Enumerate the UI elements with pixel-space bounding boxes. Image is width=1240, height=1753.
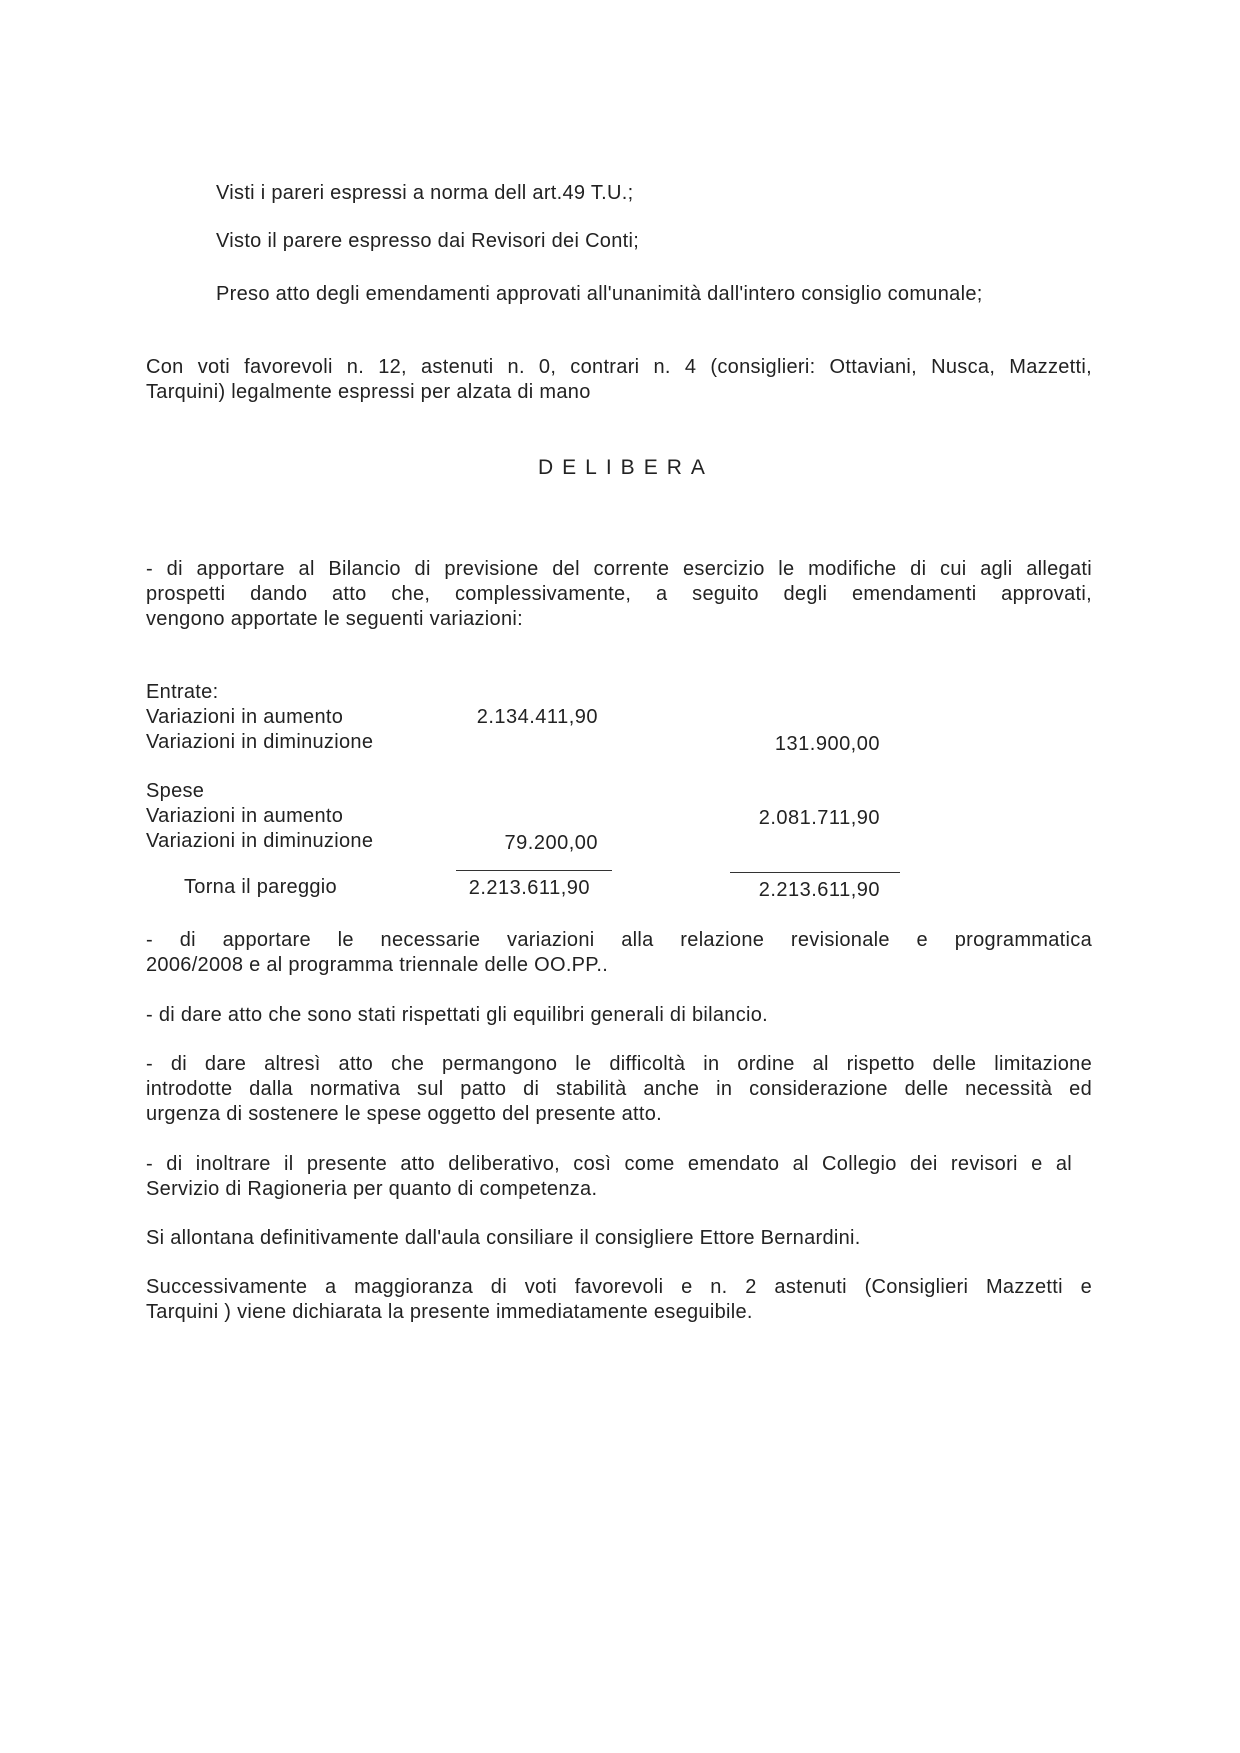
total-rule-col1 <box>456 870 612 871</box>
spese-diminuzione-value: 79.200,00 <box>504 832 598 854</box>
point5-line-1: - di inoltrare il presente atto deliberativo, così come emendato al Collegio dei revisori e al <box>146 1153 1072 1175</box>
pareggio-col1-value: 2.213.611,90 <box>468 877 590 899</box>
point4-line-3: urgenza di sostenere le spese oggetto del presente atto. <box>146 1103 663 1125</box>
spese-label: Spese <box>146 780 205 802</box>
entrate-aumento-label: Variazioni in aumento <box>146 706 344 728</box>
total-rule-col2 <box>730 872 900 873</box>
point4-line-2: introdotte dalla normativa sul patto di stabilità anche in considerazione delle necessità ed <box>146 1078 1092 1100</box>
voti-line-1: Con voti favorevoli n. 12, astenuti n. 0, contrari n. 4 (consiglieri: Ottaviani, Nusca, Mazzetti, <box>146 356 1092 378</box>
pareggio-col2-value: 2.213.611,90 <box>758 879 880 901</box>
point2-line-2: 2006/2008 e al programma triennale delle OO.PP.. <box>146 954 609 976</box>
spese-diminuzione-label: Variazioni in diminuzione <box>146 830 374 852</box>
visti-pareri-line: Visti i pareri espressi a norma dell art.49 T.U.; <box>216 182 634 204</box>
entrate-diminuzione-label: Variazioni in diminuzione <box>146 731 374 753</box>
successivamente-line-1: Successivamente a maggioranza di voti favorevoli e n. 2 astenuti (Consiglieri Mazzetti e <box>146 1276 1092 1298</box>
pareggio-label: Torna il pareggio <box>184 876 337 898</box>
visto-revisori-line: Visto il parere espresso dai Revisori dei Conti; <box>216 230 640 252</box>
entrate-diminuzione-value: 131.900,00 <box>774 733 880 755</box>
spese-aumento-value: 2.081.711,90 <box>758 807 880 829</box>
entrate-label: Entrate: <box>146 681 219 703</box>
voti-line-2: Tarquini) legalmente espressi per alzata di mano <box>146 381 591 403</box>
point5-line-2: Servizio di Ragioneria per quanto di competenza. <box>146 1178 598 1200</box>
preso-atto-line: Preso atto degli emendamenti approvati all'unanimità dall'intero consiglio comunale; <box>216 283 983 305</box>
point1-line-2: prospetti dando atto che, complessivamente, a seguito degli emendamenti approvati, <box>146 583 1092 605</box>
point1-line-3: vengono apportate le seguenti variazioni: <box>146 608 523 630</box>
spese-aumento-label: Variazioni in aumento <box>146 805 344 827</box>
entrate-aumento-value: 2.134.411,90 <box>476 706 598 728</box>
point2-line-1: - di apportare le necessarie variazioni alla relazione revisionale e programmatica <box>146 929 1092 951</box>
point3-line: - di dare atto che sono stati rispettati gli equilibri generali di bilancio. <box>146 1004 769 1026</box>
delibera-heading: DELIBERA <box>538 456 714 479</box>
point1-line-1: - di apportare al Bilancio di previsione del corrente esercizio le modifiche di cui agli allegati <box>146 558 1092 580</box>
allontana-line: Si allontana definitivamente dall'aula consiliare il consigliere Ettore Bernardini. <box>146 1227 861 1249</box>
point4-line-1: - di dare altresì atto che permangono le difficoltà in ordine al rispetto delle limitazione <box>146 1053 1092 1075</box>
successivamente-line-2: Tarquini ) viene dichiarata la presente immediatamente eseguibile. <box>146 1301 753 1323</box>
